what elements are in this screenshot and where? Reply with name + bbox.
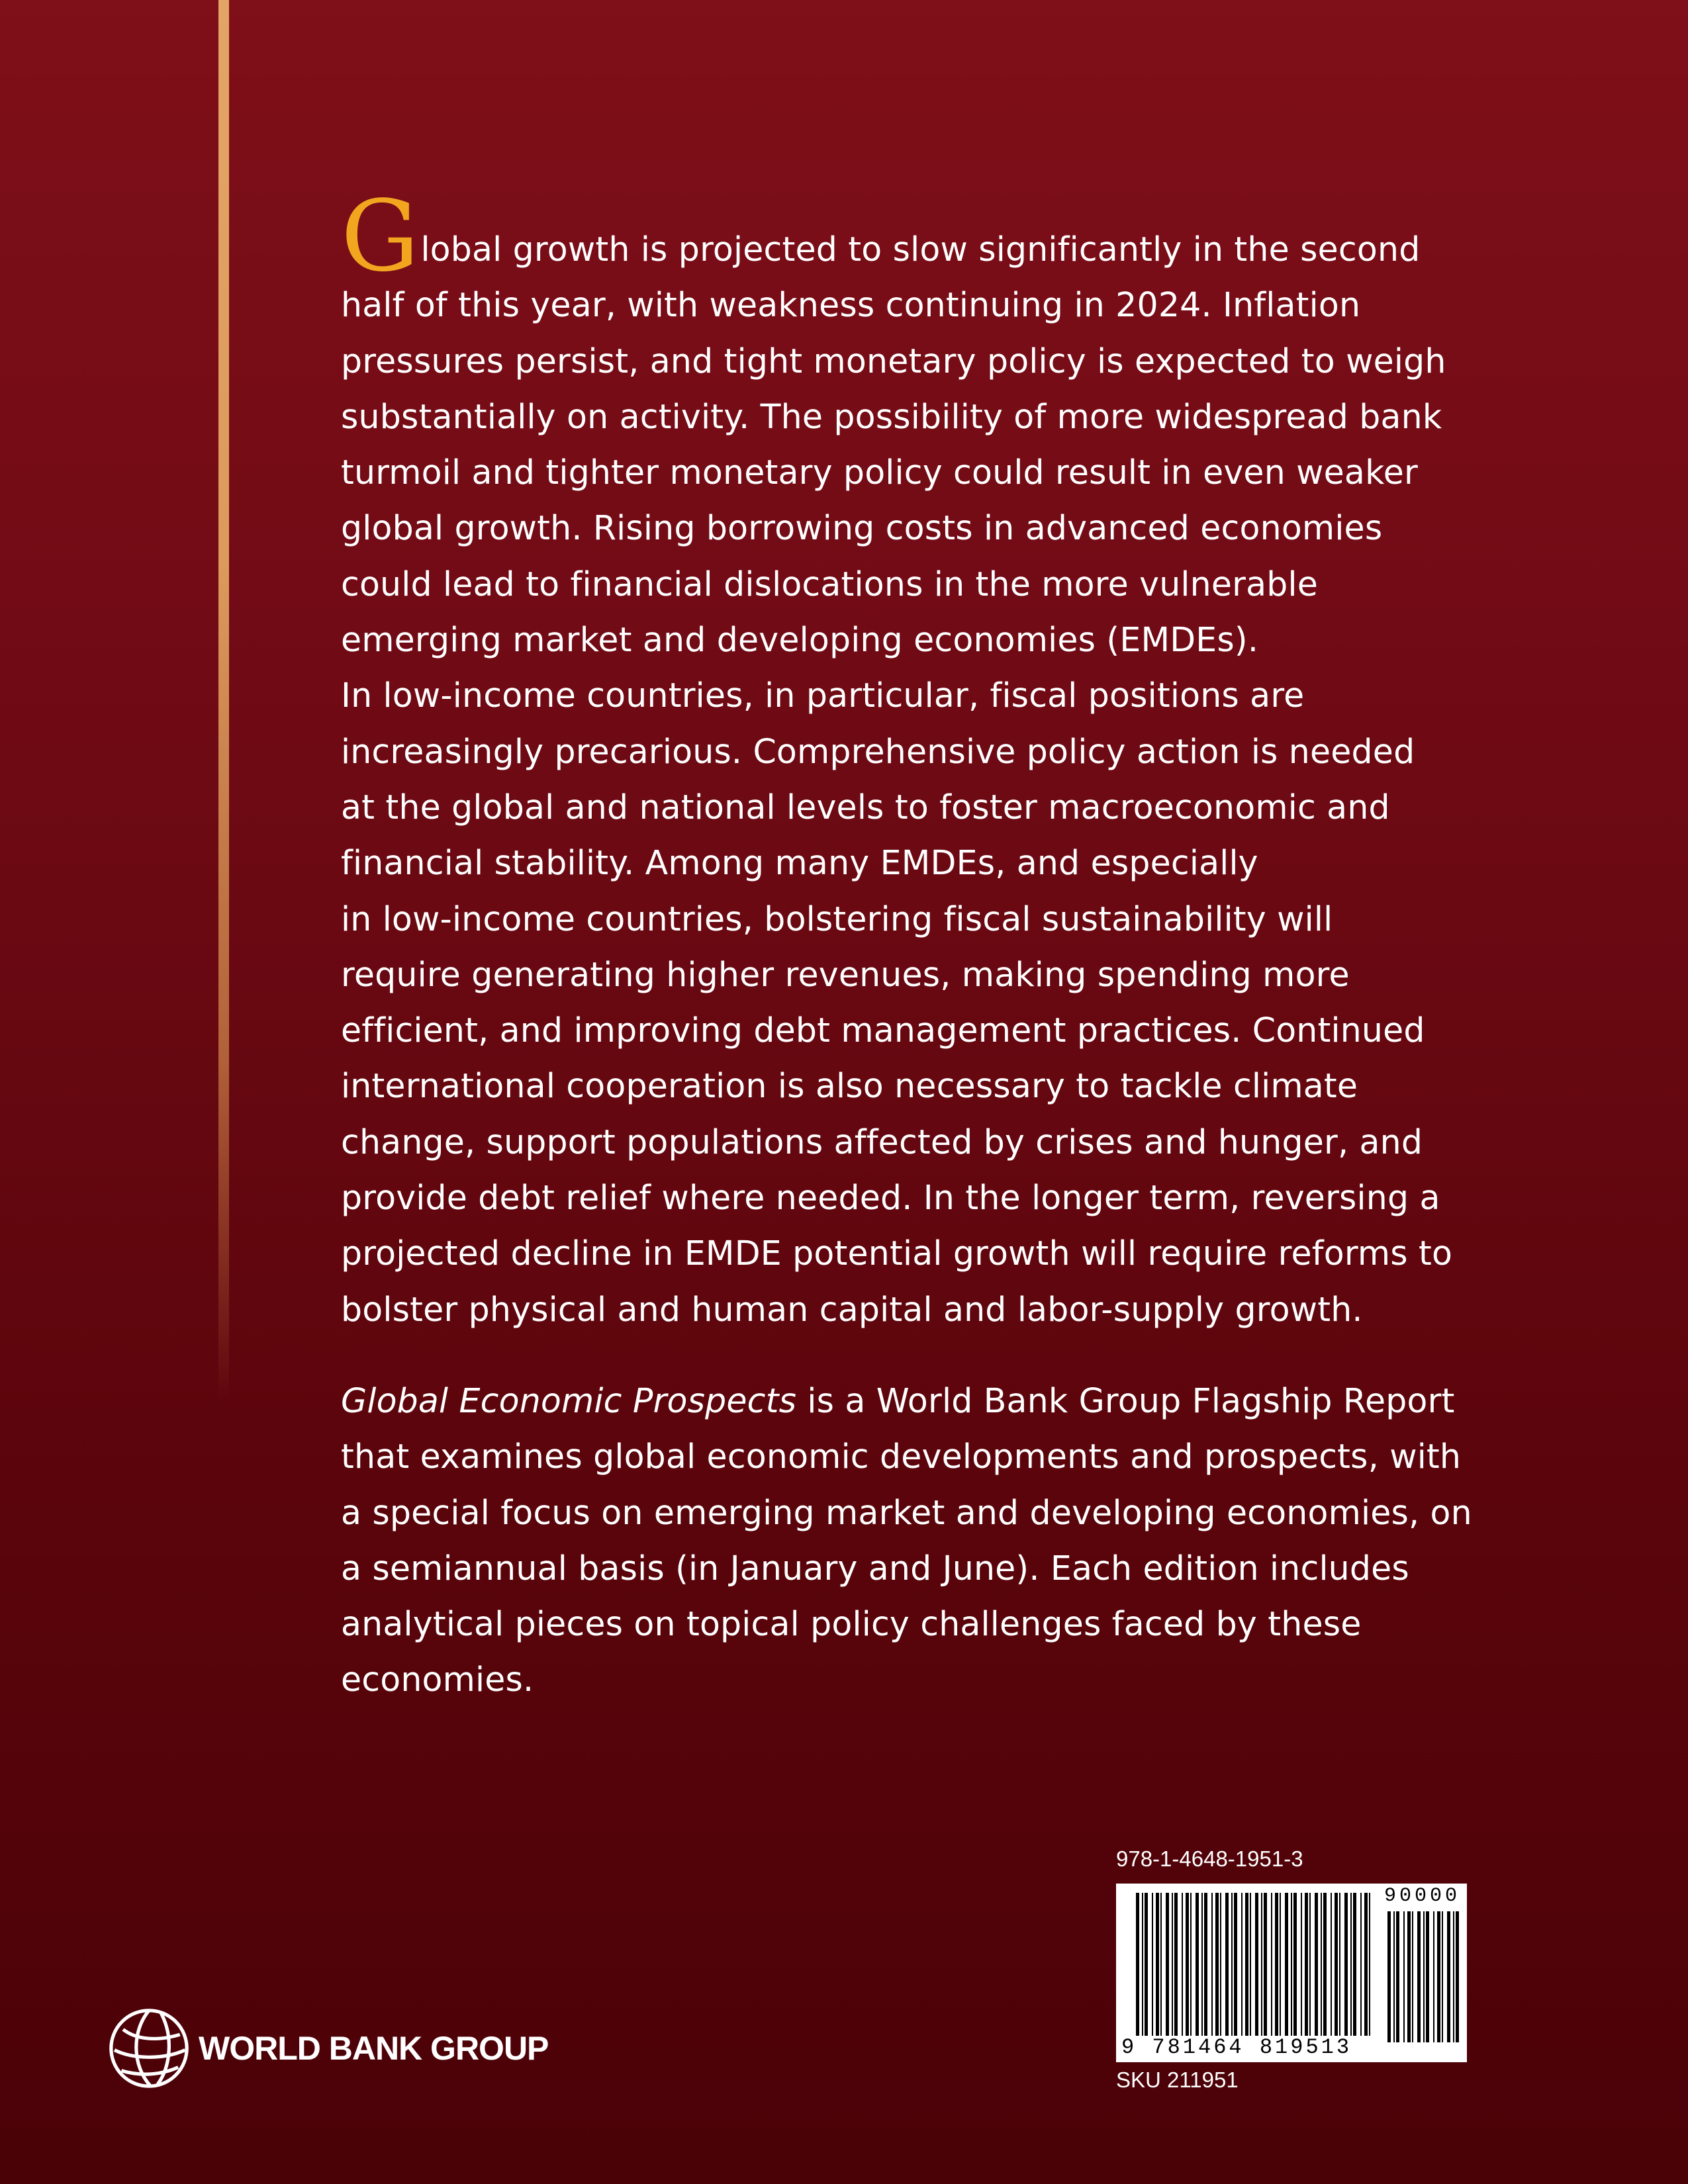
- blurb-line: financial stability. Among many EMDEs, and especially: [341, 843, 1258, 883]
- barcode-main-digits: 9 781464 819513: [1121, 2035, 1352, 2060]
- barcode-bar: [1393, 1911, 1395, 2042]
- barcode-bar: [1426, 1911, 1429, 2042]
- barcode-bar: [1166, 1893, 1169, 2036]
- barcode-bar: [1437, 1911, 1440, 2042]
- barcode-bar: [1403, 1911, 1405, 2042]
- blurb-line: a special focus on emerging market and developing economies, on: [341, 1492, 1472, 1532]
- barcode: [1116, 1884, 1467, 2062]
- barcode-bar: [1156, 1893, 1159, 2036]
- blurb-line: [341, 179, 1479, 293]
- barcode-bar: [1264, 1893, 1267, 2036]
- barcode-bar: [1447, 1911, 1450, 2042]
- blurb-line: international cooperation is also necessary to tackle climate: [341, 1066, 1358, 1106]
- barcode-bar: [1215, 1893, 1219, 2036]
- isbn-number: 978-1-4648-1951-3: [1116, 1846, 1303, 1871]
- barcode-bar: [1285, 1893, 1288, 2036]
- blurb-line: substantially on activity. The possibility of more widespread bank: [341, 396, 1442, 436]
- report-title: Global Economic Prospects: [341, 1381, 797, 1420]
- barcode-bar: [1152, 1893, 1153, 2036]
- barcode-addon-digits: 90000: [1383, 1885, 1460, 1907]
- barcode-bar: [1211, 1893, 1213, 2036]
- blurb-line: pressures persist, and tight monetary policy is expected to weigh: [341, 341, 1446, 381]
- blurb-line-text: lobal growth is projected to slow significantly in the second: [420, 230, 1421, 269]
- barcode-bar: [1174, 1893, 1178, 2036]
- blurb-paragraph-2: [341, 668, 1479, 1338]
- blurb-line: efficient, and improving debt management practices. Continued: [341, 1011, 1425, 1050]
- barcode-bar: [1442, 1911, 1443, 2042]
- barcode-bar: [1231, 1893, 1233, 2036]
- barcode-bar: [1323, 1893, 1327, 2036]
- barcode-bar: [1291, 1893, 1292, 2036]
- blurb-line: analytical pieces on topical policy challenges faced by these: [341, 1604, 1362, 1644]
- barcode-bar: [1321, 1893, 1322, 2036]
- barcode-bar: [1182, 1893, 1183, 2036]
- blurb-line: emerging market and developing economies (EMDEs).: [341, 620, 1259, 660]
- barcode-bar: [1350, 1893, 1352, 2036]
- barcode-bar: [1204, 1893, 1207, 2036]
- barcode-bar: [1245, 1893, 1248, 2036]
- blurb-line: economies.: [341, 1660, 534, 1700]
- barcode-bar: [1196, 1893, 1199, 2036]
- barcode-bar: [1387, 1911, 1391, 2042]
- barcode-bar: [1423, 1911, 1425, 2042]
- world-bank-group-logo: [106, 2005, 548, 2091]
- barcode-bar: [1255, 1893, 1258, 2036]
- barcode-bar: [1364, 1893, 1368, 2036]
- blurb-line: turmoil and tighter monetary policy could result in even weaker: [341, 453, 1418, 492]
- blurb-paragraph-3: [341, 1373, 1479, 1708]
- blurb-line: In low-income countries, in particular, fiscal positions are: [341, 676, 1305, 715]
- barcode-bar: [1331, 1893, 1332, 2036]
- accent-bar: [218, 0, 229, 1403]
- blurb-line: a semiannual basis (in January and June). Each edition includes: [341, 1548, 1409, 1588]
- blurb-line: at the global and national levels to foster macroeconomic and: [341, 787, 1390, 827]
- barcode-bar: [1275, 1893, 1278, 2036]
- barcode-bar: [1301, 1893, 1302, 2036]
- barcode-bar: [1315, 1893, 1318, 2036]
- barcode-bar: [1335, 1893, 1338, 2036]
- logo-text: WORLD BANK GROUP: [199, 2030, 549, 2067]
- blurb-line: projected decline in EMDE potential growth will require reforms to: [341, 1234, 1453, 1273]
- barcode-bar: [1417, 1911, 1421, 2042]
- blurb-line: require generating higher revenues, making spending more: [341, 954, 1350, 994]
- barcode-bar: [1234, 1893, 1237, 2036]
- sku-number: SKU 211951: [1116, 2068, 1239, 2092]
- barcode-bar: [1396, 1911, 1399, 2042]
- barcode-bar: [1142, 1893, 1143, 2036]
- blurb-line: global growth. Rising borrowing costs in advanced economies: [341, 508, 1383, 548]
- barcode-bar: [1145, 1893, 1148, 2036]
- barcode-bar: [1172, 1893, 1173, 2036]
- blurb-line: bolster physical and human capital and labor-supply growth.: [341, 1289, 1363, 1329]
- blurb-paragraph-1: [341, 179, 1479, 668]
- blurb-line: change, support populations affected by crises and hunger, and: [341, 1122, 1423, 1161]
- blurb-line-text: is a World Bank Group Flagship Report: [796, 1381, 1455, 1420]
- barcode-bar: [1250, 1893, 1251, 2036]
- barcode-bar: [1186, 1893, 1189, 2036]
- blurb-line: half of this year, with weakness continuing in 2024. Inflation: [341, 285, 1361, 325]
- blurb-line: that examines global economic developments and prospects, with: [341, 1437, 1462, 1477]
- barcode-bar: [1201, 1893, 1203, 2036]
- barcode-bar: [1339, 1893, 1340, 2036]
- barcode-bar: [1280, 1893, 1281, 2036]
- barcode-bar: [1453, 1911, 1454, 2042]
- barcode-bar: [1309, 1893, 1311, 2036]
- blurb-line: provide debt relief where needed. In the longer term, reversing a: [341, 1178, 1440, 1218]
- blurb-line: could lead to financial dislocations in the more vulnerable: [341, 564, 1318, 604]
- barcode-bar: [1407, 1911, 1411, 2042]
- barcode-bar: [1241, 1893, 1243, 2036]
- blurb-line: increasingly precarious. Comprehensive policy action is needed: [341, 731, 1415, 771]
- globe-icon: [106, 2005, 192, 2091]
- barcode-bar: [1271, 1893, 1272, 2036]
- back-cover-blurb: [341, 179, 1479, 1708]
- barcode-bar: [1136, 1893, 1139, 2036]
- barcode-bar: [1344, 1893, 1348, 2036]
- barcode-bar: [1190, 1893, 1192, 2036]
- drop-cap: G: [341, 179, 420, 293]
- barcode-bar: [1456, 1911, 1459, 2042]
- barcode-bar: [1160, 1893, 1162, 2036]
- barcode-bar: [1305, 1893, 1308, 2036]
- barcode-bar: [1293, 1893, 1297, 2036]
- barcode-bar: [1225, 1893, 1229, 2036]
- barcode-bar: [1261, 1893, 1262, 2036]
- barcode-bar: [1369, 1893, 1370, 2036]
- barcode-bar: [1353, 1893, 1356, 2036]
- blurb-line: [341, 1373, 1479, 1429]
- blurb-line: in low-income countries, bolstering fiscal sustainability will: [341, 899, 1333, 938]
- barcode-bar: [1220, 1893, 1221, 2036]
- barcode-bar: [1412, 1911, 1413, 2042]
- barcode-bar: [1360, 1893, 1362, 2036]
- barcode-bar: [1433, 1911, 1434, 2042]
